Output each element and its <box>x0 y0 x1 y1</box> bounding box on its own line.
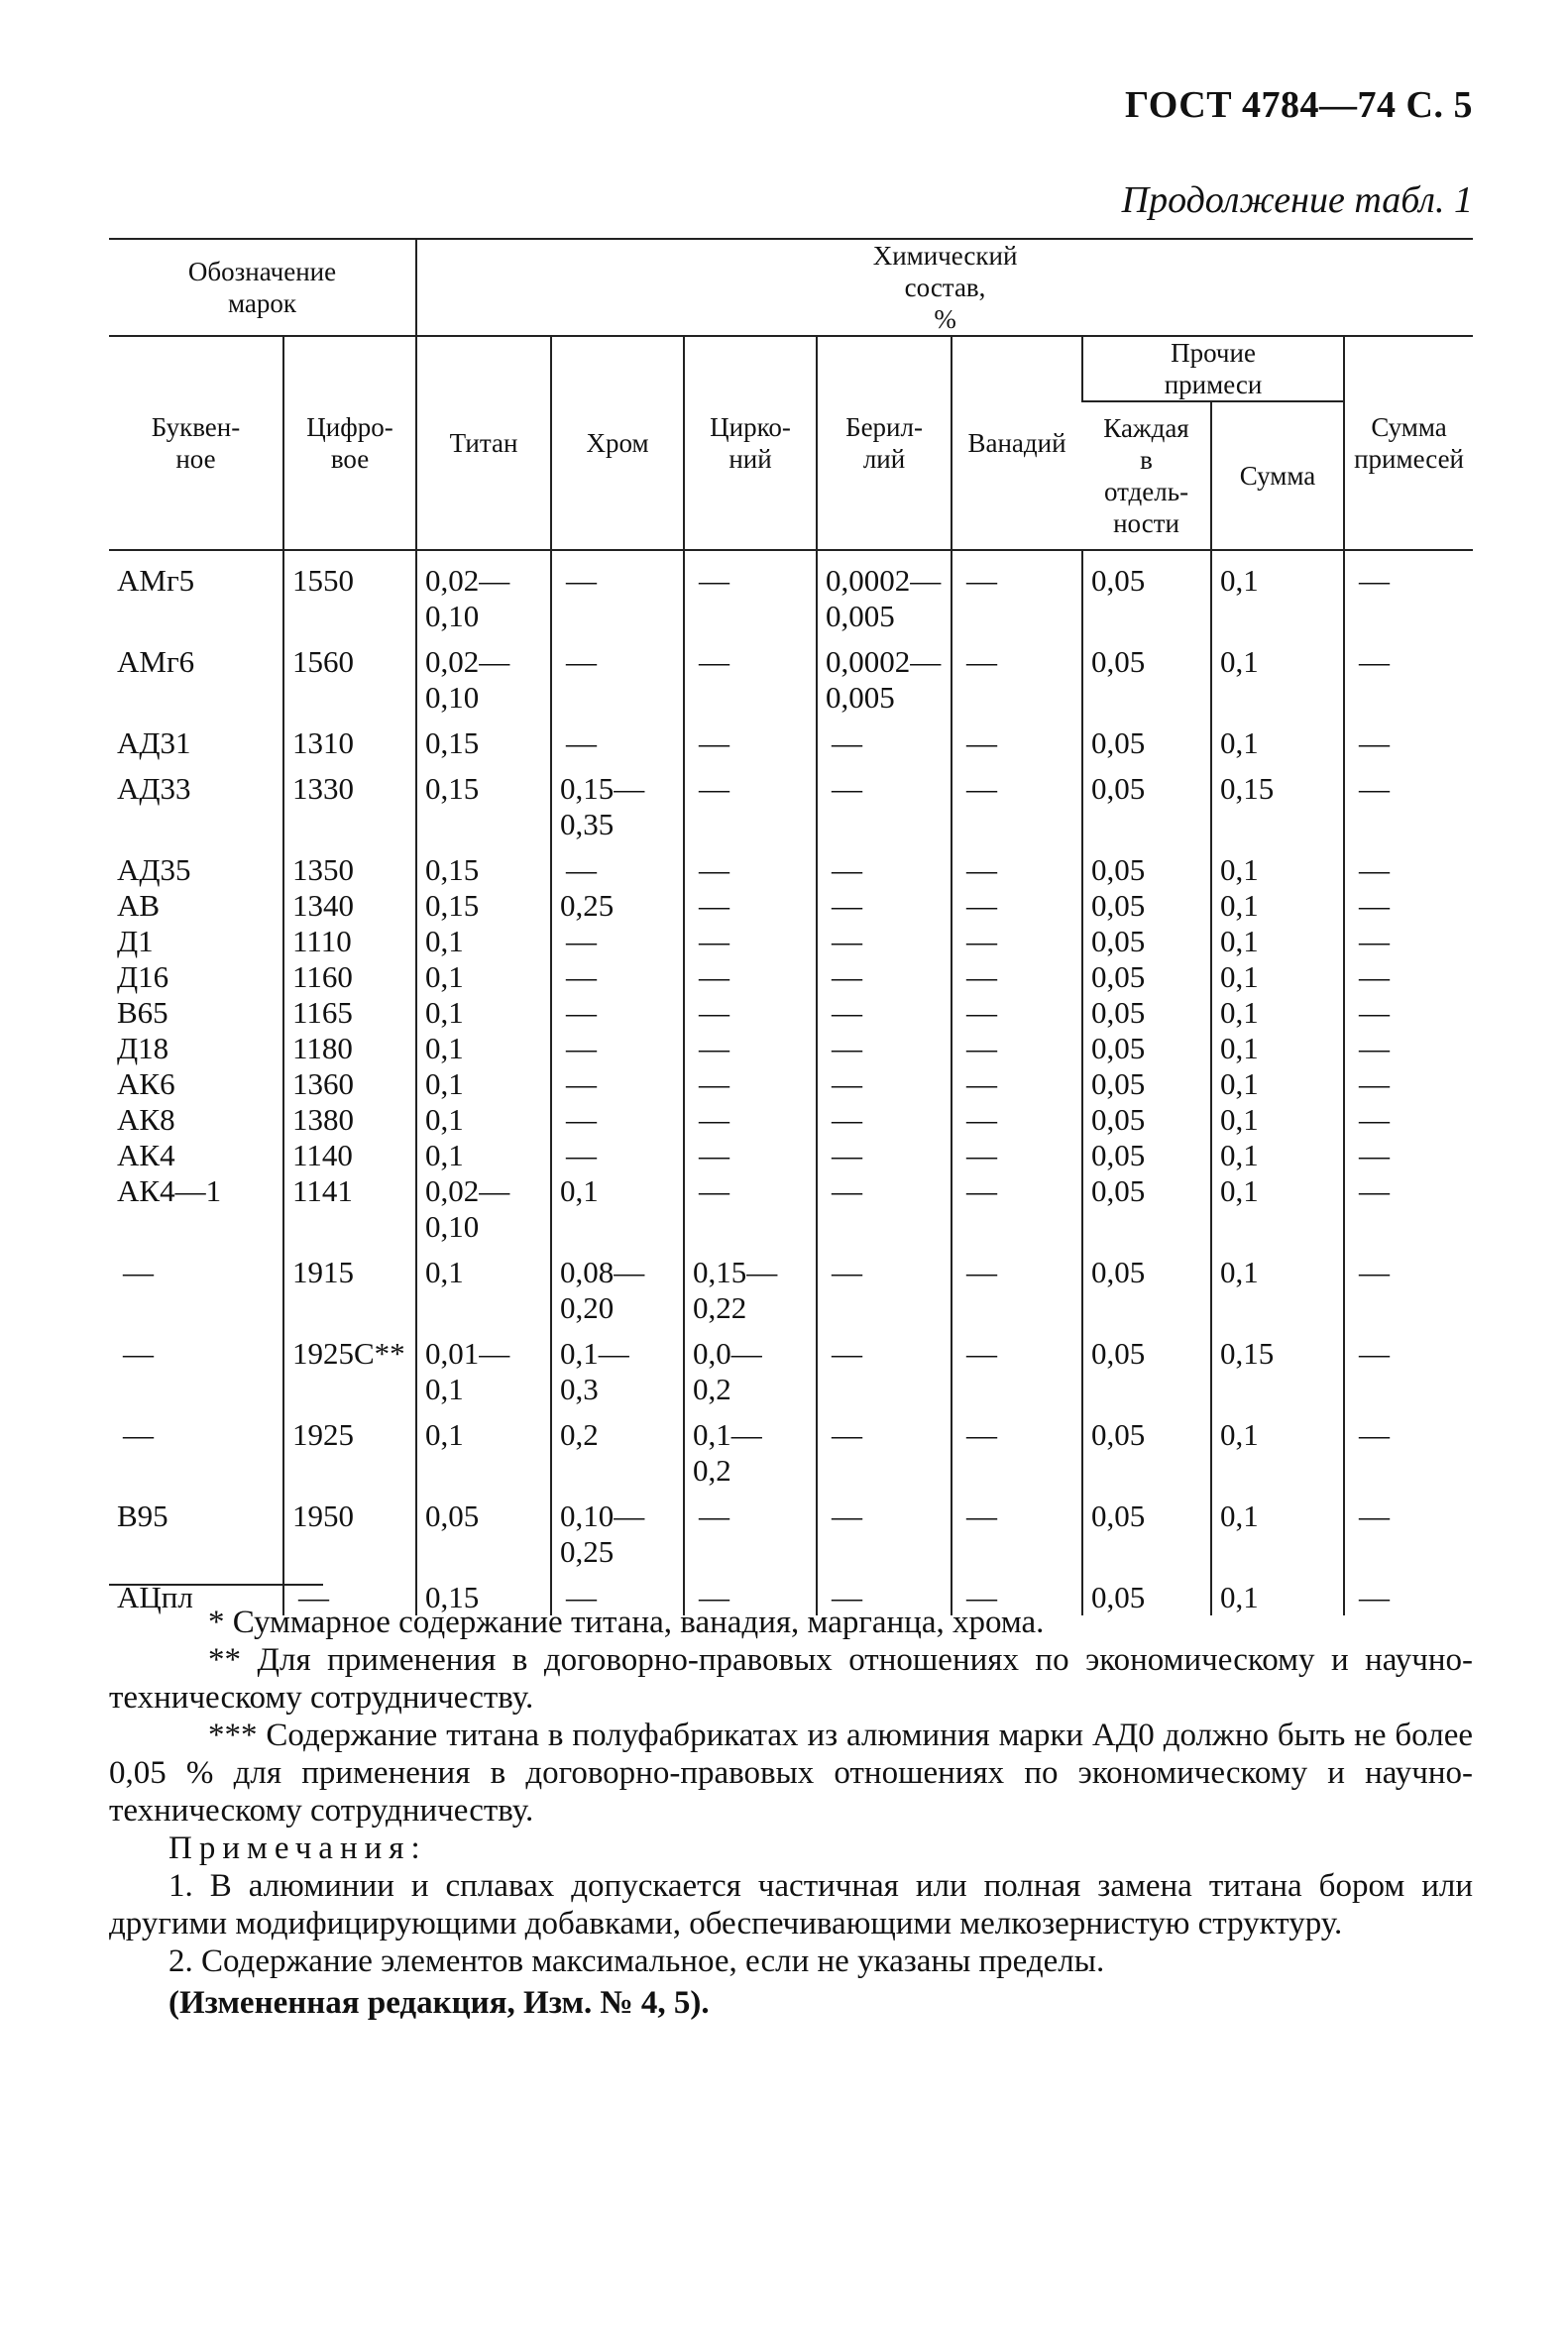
cell-zirconium: — <box>684 1570 817 1615</box>
cell-chromium: — <box>551 1138 684 1173</box>
cell-titanium: 0,1 <box>416 924 551 959</box>
cell-impurity-sum: 0,1 <box>1211 1173 1344 1245</box>
cell-zirconium: — <box>684 1102 817 1138</box>
table-row <box>109 842 1473 888</box>
cell-chromium: — <box>551 634 684 716</box>
header-zirconium: Цирко- ний <box>684 336 817 550</box>
cell-beryllium: — <box>817 1138 952 1173</box>
cell-total-impurities: — <box>1344 1173 1473 1245</box>
cell-titanium: 0,1 <box>416 1102 551 1138</box>
cell-titanium: 0,1 <box>416 1031 551 1066</box>
cell-titanium: 0,15 <box>416 716 551 761</box>
cell-chromium: — <box>551 1066 684 1102</box>
cell-beryllium: — <box>817 1173 952 1245</box>
cell-beryllium: — <box>817 1031 952 1066</box>
cell-chromium: — <box>551 550 684 634</box>
notes-section <box>109 1604 1473 2022</box>
cell-vanadium: — <box>952 888 1082 924</box>
cell-beryllium: — <box>817 1489 952 1570</box>
header-each-separately: Каждая в отдель- ности <box>1082 401 1211 550</box>
cell-digit: 1180 <box>283 1031 416 1066</box>
cell-zirconium: 0,0— 0,2 <box>684 1326 817 1407</box>
cell-titanium: 0,1 <box>416 959 551 995</box>
cell-total-impurities: — <box>1344 1489 1473 1570</box>
cell-letter: Д1 <box>117 924 154 958</box>
cell-chromium: — <box>551 1102 684 1138</box>
cell-chromium: — <box>551 842 684 888</box>
cell-total-impurities: — <box>1344 634 1473 716</box>
cell-titanium: 0,1 <box>416 1066 551 1102</box>
cell-zirconium: — <box>684 761 817 842</box>
cell-digit: 1141 <box>283 1173 416 1245</box>
cell-chromium: — <box>551 924 684 959</box>
cell-beryllium: — <box>817 888 952 924</box>
cell-impurity-sum: 0,1 <box>1211 1031 1344 1066</box>
cell-beryllium: — <box>817 761 952 842</box>
cell-chromium: — <box>551 1031 684 1066</box>
cell-vanadium: — <box>952 1102 1082 1138</box>
cell-total-impurities: — <box>1344 761 1473 842</box>
footnote-2: ** Для применения в договорно-правовых отношениях по экономическому и научно-техническому сотрудничеству. <box>109 1642 1473 1716</box>
cell-titanium: 0,02— 0,10 <box>416 550 551 634</box>
cell-total-impurities: — <box>1344 1245 1473 1326</box>
cell-digit: 1140 <box>283 1138 416 1173</box>
cell-impurity-sum: 0,1 <box>1211 1102 1344 1138</box>
cell-total-impurities: — <box>1344 995 1473 1031</box>
table-row <box>109 1066 1473 1102</box>
cell-digit: 1165 <box>283 995 416 1031</box>
page-title: ГОСТ 4784—74 С. 5 <box>1125 84 1473 126</box>
cell-impurity-sum: 0,1 <box>1211 924 1344 959</box>
cell-digit: 1110 <box>283 924 416 959</box>
chemical-composition-table <box>109 238 1473 1615</box>
header-composition-group: Химический состав, % <box>416 239 1473 336</box>
cell-digit: 1925 <box>283 1407 416 1489</box>
cell-digit: 1310 <box>283 716 416 761</box>
cell-letter: — <box>123 1255 154 1289</box>
cell-chromium: 0,15— 0,35 <box>551 761 684 842</box>
table-row <box>109 761 1473 842</box>
cell-beryllium: — <box>817 716 952 761</box>
cell-letter: АМг6 <box>117 644 195 679</box>
cell-titanium: 0,15 <box>416 888 551 924</box>
cell-total-impurities: — <box>1344 1102 1473 1138</box>
cell-beryllium: — <box>817 959 952 995</box>
cell-titanium: 0,1 <box>416 1245 551 1326</box>
footnote-divider <box>109 1584 323 1586</box>
cell-total-impurities: — <box>1344 1407 1473 1489</box>
cell-beryllium: — <box>817 1326 952 1407</box>
cell-digit: 1160 <box>283 959 416 995</box>
cell-beryllium: — <box>817 995 952 1031</box>
cell-titanium: 0,1 <box>416 995 551 1031</box>
cell-letter: АК4—1 <box>117 1173 222 1208</box>
footnote-3: *** Содержание титана в полуфабрикатах из алюминия марки АД0 должно быть не более 0,05 % для применения в договорно-правовых отношениях по экономическому и научно-техническому сотрудничеству. <box>109 1718 1473 1829</box>
header-marks-group: Обозначение марок <box>109 239 416 336</box>
cell-vanadium: — <box>952 550 1082 634</box>
cell-beryllium: — <box>817 1066 952 1102</box>
table-row <box>109 1489 1473 1570</box>
cell-each-impurity: 0,05 <box>1082 1066 1211 1102</box>
cell-titanium: 0,02— 0,10 <box>416 1173 551 1245</box>
cell-chromium: — <box>551 1570 684 1615</box>
cell-each-impurity: 0,05 <box>1082 761 1211 842</box>
cell-each-impurity: 0,05 <box>1082 1326 1211 1407</box>
cell-vanadium: — <box>952 1489 1082 1570</box>
cell-beryllium: — <box>817 842 952 888</box>
cell-vanadium: — <box>952 1066 1082 1102</box>
cell-letter: АД33 <box>117 771 191 806</box>
cell-total-impurities: — <box>1344 550 1473 634</box>
cell-vanadium: — <box>952 924 1082 959</box>
cell-digit: 1550 <box>283 550 416 634</box>
cell-each-impurity: 0,05 <box>1082 888 1211 924</box>
cell-chromium: — <box>551 959 684 995</box>
cell-titanium: 0,02— 0,10 <box>416 634 551 716</box>
cell-titanium: 0,15 <box>416 842 551 888</box>
header-impurities-sum: Сумма <box>1211 401 1344 550</box>
header-beryllium: Берил- лий <box>817 336 952 550</box>
cell-zirconium: — <box>684 634 817 716</box>
cell-digit: 1925С** <box>283 1326 416 1407</box>
cell-each-impurity: 0,05 <box>1082 1031 1211 1066</box>
cell-beryllium: 0,0002— 0,005 <box>817 550 952 634</box>
cell-letter: АК6 <box>117 1066 175 1101</box>
cell-digit: 1330 <box>283 761 416 842</box>
cell-beryllium: — <box>817 1102 952 1138</box>
table-row <box>109 1173 1473 1245</box>
cell-zirconium: 0,15— 0,22 <box>684 1245 817 1326</box>
cell-letter: АВ <box>117 888 161 923</box>
cell-impurity-sum: 0,1 <box>1211 1407 1344 1489</box>
cell-total-impurities: — <box>1344 1326 1473 1407</box>
cell-digit: 1380 <box>283 1102 416 1138</box>
cell-vanadium: — <box>952 1407 1082 1489</box>
cell-impurity-sum: 0,1 <box>1211 1066 1344 1102</box>
cell-impurity-sum: 0,1 <box>1211 550 1344 634</box>
cell-each-impurity: 0,05 <box>1082 924 1211 959</box>
cell-letter: — <box>123 1417 154 1452</box>
cell-titanium: 0,15 <box>416 761 551 842</box>
cell-total-impurities: — <box>1344 1066 1473 1102</box>
cell-total-impurities: — <box>1344 716 1473 761</box>
table-row <box>109 1326 1473 1407</box>
cell-zirconium: — <box>684 959 817 995</box>
cell-beryllium: — <box>817 1245 952 1326</box>
cell-titanium: 0,15 <box>416 1570 551 1615</box>
notes-heading: Примечания: <box>168 1830 427 1866</box>
cell-chromium: — <box>551 995 684 1031</box>
table-row <box>109 995 1473 1031</box>
cell-zirconium: — <box>684 1489 817 1570</box>
cell-letter: АК8 <box>117 1102 175 1137</box>
cell-total-impurities: — <box>1344 1570 1473 1615</box>
cell-impurity-sum: 0,1 <box>1211 1570 1344 1615</box>
table-row <box>109 959 1473 995</box>
cell-vanadium: — <box>952 1173 1082 1245</box>
cell-total-impurities: — <box>1344 924 1473 959</box>
cell-letter: В95 <box>117 1498 168 1533</box>
cell-chromium: 0,1— 0,3 <box>551 1326 684 1407</box>
cell-zirconium: 0,1— 0,2 <box>684 1407 817 1489</box>
cell-letter: АЦпл <box>117 1580 193 1614</box>
header-letter-designation: Буквен- ное <box>109 336 283 550</box>
cell-zirconium: — <box>684 1138 817 1173</box>
cell-total-impurities: — <box>1344 959 1473 995</box>
cell-vanadium: — <box>952 761 1082 842</box>
cell-chromium: 0,25 <box>551 888 684 924</box>
table-continuation-label: Продолжение табл. 1 <box>1121 179 1473 221</box>
cell-digit: 1950 <box>283 1489 416 1570</box>
cell-total-impurities: — <box>1344 888 1473 924</box>
cell-each-impurity: 0,05 <box>1082 1102 1211 1138</box>
cell-beryllium: — <box>817 924 952 959</box>
cell-each-impurity: 0,05 <box>1082 1138 1211 1173</box>
cell-digit: 1350 <box>283 842 416 888</box>
cell-beryllium: 0,0002— 0,005 <box>817 634 952 716</box>
cell-each-impurity: 0,05 <box>1082 1407 1211 1489</box>
header-other-impurities-group: Прочие примеси <box>1082 336 1344 401</box>
cell-impurity-sum: 0,15 <box>1211 1326 1344 1407</box>
cell-total-impurities: — <box>1344 1138 1473 1173</box>
cell-each-impurity: 0,05 <box>1082 550 1211 634</box>
table-row <box>109 924 1473 959</box>
cell-impurity-sum: 0,1 <box>1211 959 1344 995</box>
header-titanium: Титан <box>416 336 551 550</box>
cell-letter: АМг5 <box>117 563 195 598</box>
cell-chromium: 0,2 <box>551 1407 684 1489</box>
cell-vanadium: — <box>952 1031 1082 1066</box>
cell-total-impurities: — <box>1344 1031 1473 1066</box>
cell-vanadium: — <box>952 959 1082 995</box>
cell-each-impurity: 0,05 <box>1082 842 1211 888</box>
cell-chromium: 0,10— 0,25 <box>551 1489 684 1570</box>
cell-impurity-sum: 0,1 <box>1211 842 1344 888</box>
cell-each-impurity: 0,05 <box>1082 1570 1211 1615</box>
header-vanadium: Ванадий <box>952 336 1082 550</box>
cell-vanadium: — <box>952 716 1082 761</box>
cell-each-impurity: 0,05 <box>1082 634 1211 716</box>
table-row <box>109 1102 1473 1138</box>
cell-letter: Д18 <box>117 1031 169 1065</box>
cell-digit: 1340 <box>283 888 416 924</box>
table-row <box>109 888 1473 924</box>
cell-letter: Д16 <box>117 959 169 994</box>
cell-beryllium: — <box>817 1570 952 1615</box>
note-2: 2. Содержание элементов максимальное, если не указаны пределы. <box>168 1943 1105 1979</box>
table-row <box>109 550 1473 634</box>
cell-letter: АД35 <box>117 852 191 887</box>
cell-chromium: 0,08— 0,20 <box>551 1245 684 1326</box>
cell-each-impurity: 0,05 <box>1082 995 1211 1031</box>
table-row <box>109 1245 1473 1326</box>
header-total-impurities: Сумма примесей <box>1344 336 1473 550</box>
table-row <box>109 1138 1473 1173</box>
cell-impurity-sum: 0,1 <box>1211 1489 1344 1570</box>
cell-each-impurity: 0,05 <box>1082 1245 1211 1326</box>
cell-digit: 1915 <box>283 1245 416 1326</box>
cell-each-impurity: 0,05 <box>1082 959 1211 995</box>
cell-each-impurity: 0,05 <box>1082 1173 1211 1245</box>
cell-titanium: 0,1 <box>416 1407 551 1489</box>
cell-zirconium: — <box>684 1031 817 1066</box>
cell-zirconium: — <box>684 924 817 959</box>
cell-each-impurity: 0,05 <box>1082 1489 1211 1570</box>
cell-zirconium: — <box>684 1173 817 1245</box>
cell-vanadium: — <box>952 1138 1082 1173</box>
table-row <box>109 716 1473 761</box>
footnote-1: * Суммарное содержание титана, ванадия, марганца, хрома. <box>208 1605 1045 1640</box>
cell-zirconium: — <box>684 888 817 924</box>
cell-digit: — <box>283 1570 416 1615</box>
cell-vanadium: — <box>952 1326 1082 1407</box>
table-row <box>109 1407 1473 1489</box>
table-row <box>109 634 1473 716</box>
cell-vanadium: — <box>952 995 1082 1031</box>
cell-impurity-sum: 0,1 <box>1211 716 1344 761</box>
cell-vanadium: — <box>952 1570 1082 1615</box>
cell-impurity-sum: 0,1 <box>1211 1245 1344 1326</box>
cell-impurity-sum: 0,1 <box>1211 888 1344 924</box>
cell-titanium: 0,05 <box>416 1489 551 1570</box>
cell-chromium: — <box>551 716 684 761</box>
cell-beryllium: — <box>817 1407 952 1489</box>
header-chromium: Хром <box>551 336 684 550</box>
cell-titanium: 0,01— 0,1 <box>416 1326 551 1407</box>
cell-digit: 1360 <box>283 1066 416 1102</box>
cell-vanadium: — <box>952 842 1082 888</box>
cell-letter: АК4 <box>117 1138 175 1172</box>
cell-impurity-sum: 0,15 <box>1211 761 1344 842</box>
cell-letter: — <box>123 1336 154 1371</box>
cell-each-impurity: 0,05 <box>1082 716 1211 761</box>
cell-vanadium: — <box>952 634 1082 716</box>
cell-zirconium: — <box>684 842 817 888</box>
note-1: 1. В алюминии и сплавах допускается частичная или полная замена титана бором или другими модифицирующими добавками, обеспечивающими мелкозернистую структуру. <box>109 1868 1473 1941</box>
header-digit-designation: Цифро- вое <box>283 336 416 550</box>
cell-impurity-sum: 0,1 <box>1211 634 1344 716</box>
cell-impurity-sum: 0,1 <box>1211 995 1344 1031</box>
cell-zirconium: — <box>684 550 817 634</box>
cell-impurity-sum: 0,1 <box>1211 1138 1344 1173</box>
cell-total-impurities: — <box>1344 842 1473 888</box>
cell-zirconium: — <box>684 1066 817 1102</box>
cell-letter: В65 <box>117 995 168 1030</box>
table-row <box>109 1031 1473 1066</box>
cell-zirconium: — <box>684 995 817 1031</box>
cell-vanadium: — <box>952 1245 1082 1326</box>
cell-digit: 1560 <box>283 634 416 716</box>
cell-letter: АД31 <box>117 725 191 760</box>
table-body <box>109 550 1473 1615</box>
cell-chromium: 0,1 <box>551 1173 684 1245</box>
cell-zirconium: — <box>684 716 817 761</box>
amendment-note: (Измененная редакция, Изм. № 4, 5). <box>168 1985 710 2021</box>
cell-titanium: 0,1 <box>416 1138 551 1173</box>
